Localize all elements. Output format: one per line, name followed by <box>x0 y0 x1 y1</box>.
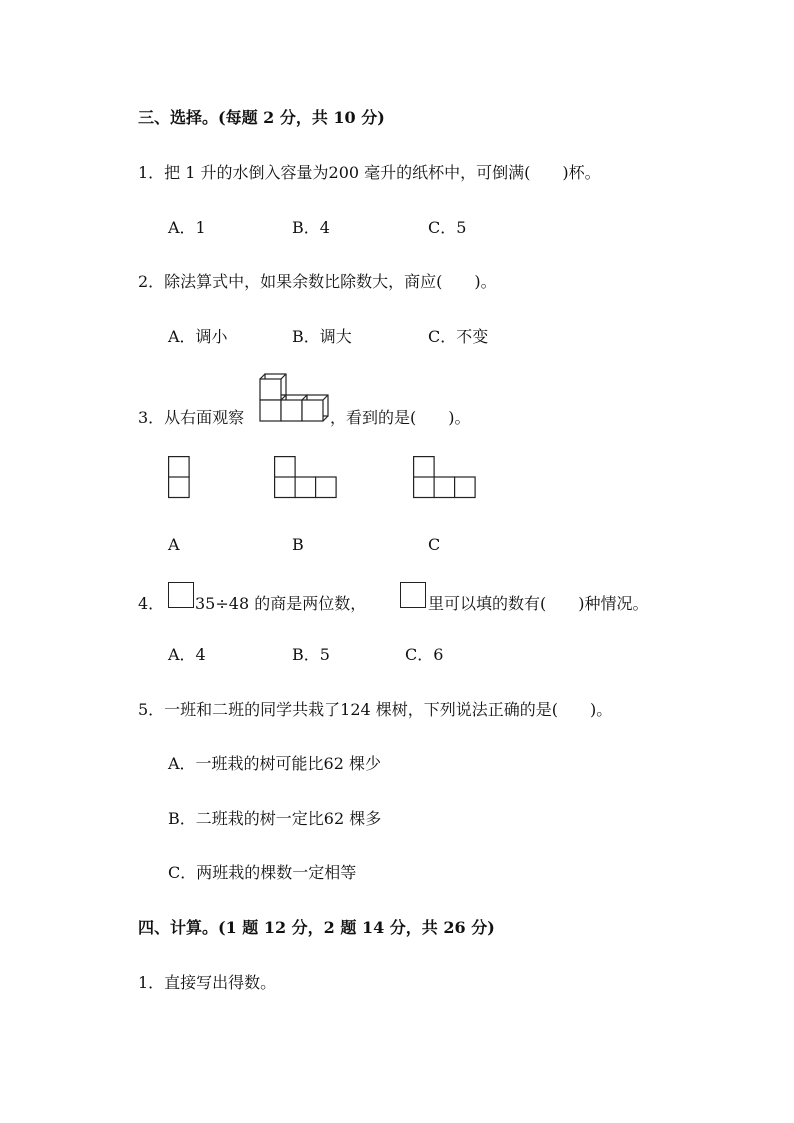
cube-stack-figure <box>258 374 330 424</box>
question-3-text-start: 3．从右面观察 <box>138 408 245 427</box>
section-4-heading: 四、计算。(1 题 12 分，2 题 14 分，共 26 分) <box>138 918 495 937</box>
question-4-text-mid: 35÷48 的商是两位数， <box>195 594 367 613</box>
view-option-b-figure <box>274 456 338 498</box>
q2-option-b: B．调大 <box>292 327 352 346</box>
question-3-text-end: ，看到的是( )。 <box>330 408 471 427</box>
view-option-a-figure <box>168 456 190 498</box>
section-4-question-1-text: 1．直接写出得数。 <box>138 973 277 992</box>
question-4-prefix: 4． <box>138 594 165 613</box>
q5-option-a: A．一班栽的树可能比62 棵少 <box>168 754 382 773</box>
question-5-text: 5．一班和二班的同学共栽了124 棵树，下列说法正确的是( )。 <box>138 700 613 719</box>
question-1-text: 1．把 1 升的水倒入容量为200 毫升的纸杯中，可倒满( )杯。 <box>138 163 601 182</box>
q3-option-c-label: C <box>428 535 441 554</box>
view-option-c-figure <box>413 456 477 498</box>
q5-option-b: B．二班栽的树一定比62 棵多 <box>168 809 382 828</box>
question-4-text-end: 里可以填的数有( )种情况。 <box>428 594 649 613</box>
q2-option-c: C．不变 <box>428 327 489 346</box>
q4-option-a: A．4 <box>168 645 206 664</box>
q1-option-a: A．1 <box>168 218 206 237</box>
blank-box <box>400 582 426 608</box>
q4-option-c: C．6 <box>405 645 444 664</box>
q1-option-b: B．4 <box>292 218 330 237</box>
q3-option-a-label: A <box>168 535 180 554</box>
q3-option-b-label: B <box>292 535 304 554</box>
question-2-text: 2．除法算式中，如果余数比除数大，商应( )。 <box>138 272 497 291</box>
q4-option-b: B．5 <box>292 645 330 664</box>
q5-option-c: C．两班栽的棵数一定相等 <box>168 863 357 882</box>
q2-option-a: A．调小 <box>168 327 228 346</box>
q1-option-c: C．5 <box>428 218 467 237</box>
section-3-heading: 三、选择。(每题 2 分，共 10 分) <box>138 108 385 127</box>
blank-box <box>168 582 194 608</box>
